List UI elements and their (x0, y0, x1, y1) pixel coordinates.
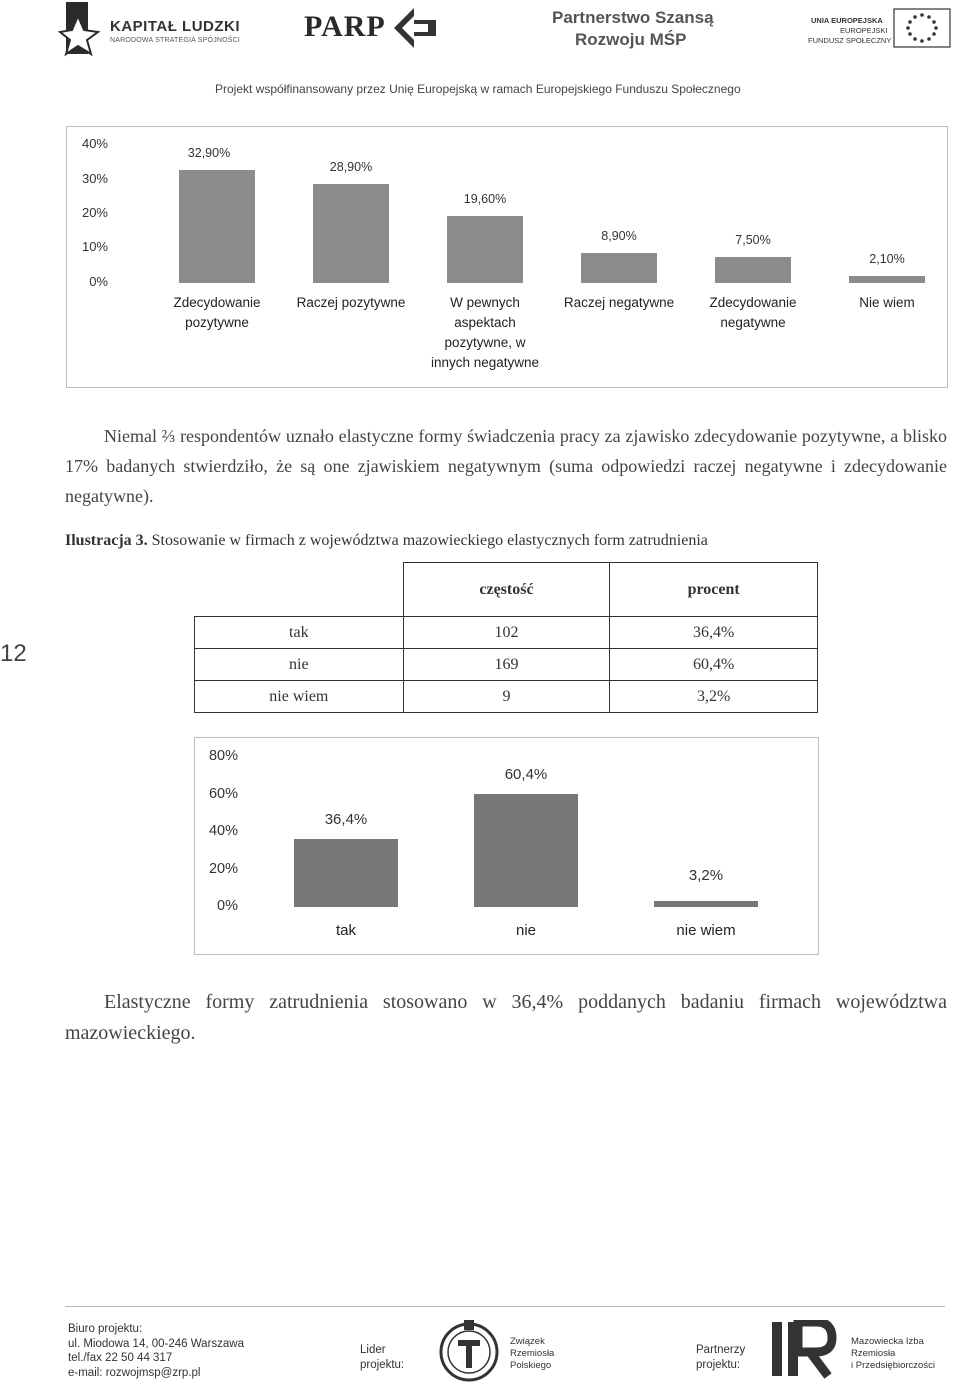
kapital-ludzki-subtitle: NARODOWA STRATEGIA SPÓJNOŚCI (110, 37, 241, 44)
mazowiecka-line: Rzemiosła (851, 1348, 896, 1359)
lider-label-line: projektu: (360, 1358, 405, 1371)
lider-label-line: Lider (360, 1344, 386, 1356)
zrp-text (510, 1336, 554, 1372)
eu-flag-icon (893, 8, 951, 48)
category-label (687, 293, 819, 333)
partnerzy-label-line: projektu: (696, 1358, 741, 1371)
y-tick-label: 40% (81, 136, 108, 151)
category-label-line: Zdecydowanie (173, 295, 261, 310)
footer-office-line: ul. Miodowa 14, 00-246 Warszawa (68, 1337, 244, 1350)
data-label: 7,50% (735, 233, 771, 248)
page-number: 12 (0, 640, 27, 667)
category-label: tak (335, 922, 356, 939)
footer-office-line: tel./fax 22 50 44 317 (68, 1352, 173, 1364)
mazowiecka-line: Mazowiecka Izba (851, 1336, 924, 1347)
table-header-row (195, 563, 818, 617)
bar (474, 794, 578, 907)
category-label-line: Raczej negatywne (563, 295, 675, 310)
y-tick-label: 20% (208, 861, 238, 877)
category-label-line: W pewnych (450, 295, 520, 310)
category-label (285, 293, 417, 313)
data-label: 8,90% (601, 228, 637, 243)
data-label: 3,2% (688, 867, 724, 884)
footer-lider-label (360, 1343, 404, 1372)
bar (179, 170, 255, 283)
footer-divider (65, 1306, 945, 1307)
data-label: 60,4% (504, 765, 548, 783)
mazowiecka-line: i Przedsiębiorczości (851, 1360, 935, 1371)
category-label: nie wiem (676, 922, 736, 939)
parp-logo: PARP (304, 10, 386, 43)
cofinance-line: Projekt współfinansowany przez Unię Europejską w ramach Europejskiego Funduszu Społecznego (215, 82, 741, 96)
category-label-line: pozytywne, w (444, 335, 526, 350)
data-label: 32,90% (187, 146, 231, 161)
table-cell: nie wiem (195, 681, 404, 713)
footer-office (68, 1322, 244, 1380)
y-tick-label: 60% (208, 786, 238, 802)
bar (715, 257, 791, 283)
paragraph-2: Elastyczne formy zatrudnienia stosowano w 36,4% poddanych badaniu firmach województwa mazowieckiego. (65, 991, 947, 1044)
category-label-line: aspektach (454, 315, 516, 330)
table-cell: 102 (403, 617, 610, 649)
table-header-cell: częstość (403, 563, 610, 617)
y-tick-label: 10% (81, 239, 108, 254)
chart-1 (66, 126, 948, 388)
table-row (195, 681, 818, 713)
category-label (553, 293, 685, 313)
ue-line3: FUNDUSZ SPOŁECZNY (808, 36, 892, 45)
zrp-line: Polskiego (510, 1360, 552, 1371)
table-cell: tak (195, 617, 404, 649)
frequency-table (194, 562, 818, 713)
bar (581, 253, 657, 283)
bar (313, 184, 389, 283)
y-tick-label: 80% (208, 748, 238, 764)
table-row (195, 617, 818, 649)
footer-partnerzy-label (696, 1343, 745, 1372)
table-cell: 9 (403, 681, 610, 713)
category-label-line: Nie wiem (859, 295, 915, 310)
ue-line1: UNIA EUROPEJSKA (811, 16, 883, 25)
parp-arrows-icon (392, 6, 438, 50)
partnerstwo-line2: Rozwoju MŚP (575, 30, 687, 49)
table-corner (195, 563, 404, 617)
y-tick-label: 0% (217, 898, 238, 914)
category-label (821, 293, 953, 313)
category-label: nie (515, 922, 537, 939)
category-label-line: Raczej pozytywne (296, 295, 406, 310)
partnerzy-label-line: Partnerzy (696, 1344, 746, 1356)
data-label: 19,60% (463, 191, 507, 206)
y-tick-label: 40% (208, 823, 238, 839)
table-cell: 3,2% (610, 681, 818, 713)
caption-label: Ilustracja 3. (65, 532, 148, 549)
figure-caption (65, 532, 708, 550)
zrp-line: Rzemiosła (510, 1348, 555, 1359)
table-cell: 36,4% (610, 617, 818, 649)
paragraph-1: Niemal ⅔ respondentów uznało elastyczne formy świadczenia pracy za zjawisko zdecydowanie pozytywne, a blisko 17% badanych stwierdziło, że są one zjawiskiem negatywnym (suma odpowiedzi raczej negatywne i zdecydowanie negatywne). (65, 426, 947, 506)
category-label (151, 293, 283, 333)
category-label-line: pozytywne (185, 315, 249, 330)
chart-2 (194, 737, 819, 955)
data-label: 36,4% (324, 810, 368, 828)
category-label-line: innych negatywne (430, 355, 540, 370)
mazowiecka-text (851, 1336, 935, 1372)
partnerstwo-line1: Partnerstwo Szansą (552, 8, 714, 27)
table-row (195, 649, 818, 681)
kapital-ludzki-title: KAPITAŁ LUDZKI (110, 18, 241, 35)
kapital-ludzki-emblem-icon (58, 0, 108, 58)
y-tick-label: 30% (81, 171, 108, 186)
category-label-line: negatywne (720, 315, 786, 330)
category-label-line: Zdecydowanie (709, 295, 797, 310)
rzemioslo-logo-icon (438, 1318, 500, 1384)
y-tick-label: 20% (81, 205, 108, 220)
data-label: 28,90% (329, 160, 373, 175)
data-label: 2,10% (869, 251, 905, 266)
table-cell: nie (195, 649, 404, 681)
category-label (419, 293, 551, 373)
y-tick-label: 0% (89, 274, 108, 289)
bar (849, 276, 925, 283)
footer-office-line: Biuro projektu: (68, 1323, 143, 1335)
table-cell: 60,4% (610, 649, 818, 681)
table-cell: 169 (403, 649, 610, 681)
table-header-cell: procent (610, 563, 818, 617)
ue-line2: EUROPEJSKI (840, 26, 888, 35)
bar (654, 901, 758, 907)
irp-logo-icon (770, 1320, 842, 1380)
footer-office-line: e-mail: rozwojmsp@zrp.pl (68, 1366, 201, 1379)
caption-text: Stosowanie w firmach z województwa mazowieckiego elastycznych form zatrudnienia (147, 532, 708, 549)
zrp-line: Związek (510, 1336, 545, 1347)
bar (294, 839, 398, 907)
bar (447, 216, 523, 283)
